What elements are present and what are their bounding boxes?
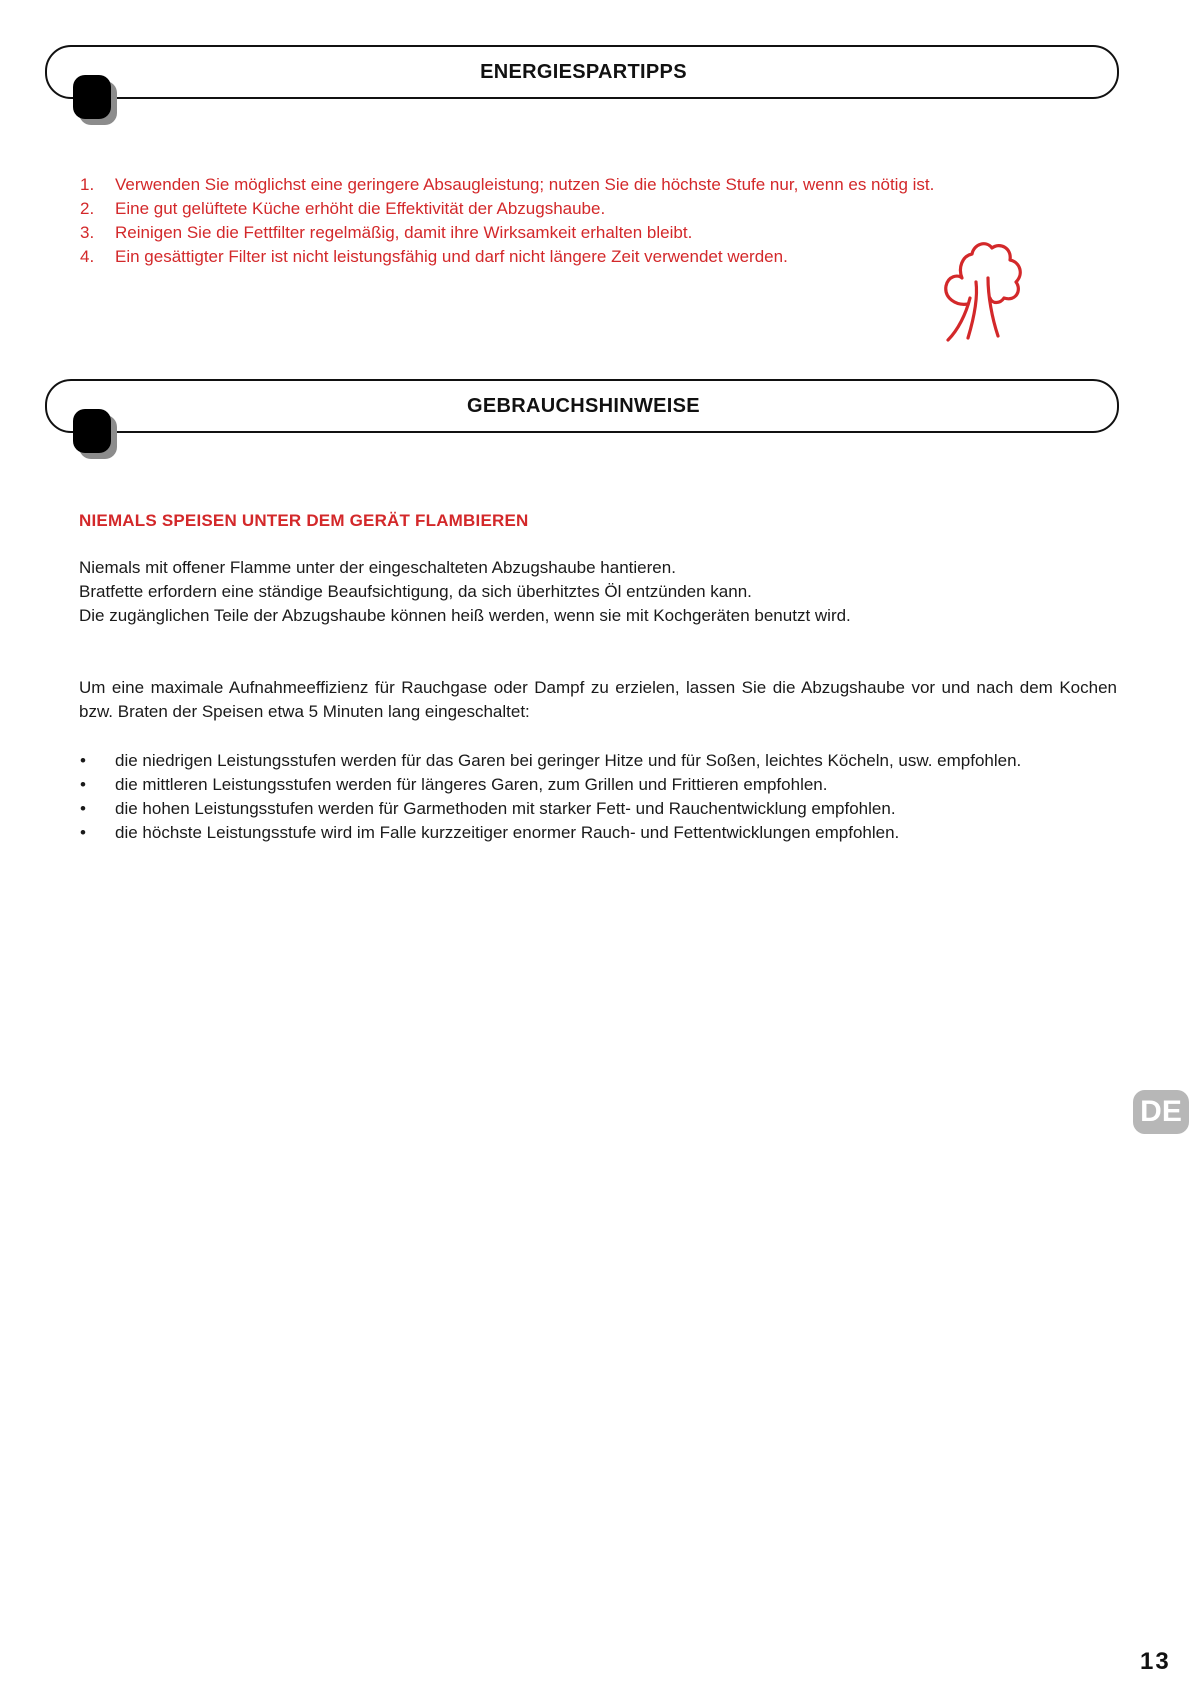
list-item: 2. Eine gut gelüftete Küche erhöht die Effektivität der Abzugshaube.: [80, 199, 606, 218]
header-bullet-icon: [73, 75, 117, 123]
warning-heading: NIEMALS SPEISEN UNTER DEM GERÄT FLAMBIEREN: [79, 511, 529, 530]
list-item: • die mittleren Leistungsstufen werden für längeres Garen, zum Grillen und Frittieren empfohlen.: [80, 773, 1021, 797]
bullet-icon: •: [80, 751, 86, 770]
flame-warning-paragraph: [79, 556, 1119, 628]
list-item: • die niedrigen Leistungsstufen werden für das Garen bei geringer Hitze und für Soßen, leichtes Köcheln, usw. empfohlen.: [80, 749, 1021, 773]
page-number: 13: [1140, 1648, 1171, 1675]
bullet-icon: •: [80, 823, 86, 842]
warning-line: Die zugänglichen Teile der Abzugshaube können heiß werden, wenn sie mit Kochgeräten benutzt wird.: [79, 606, 851, 625]
warning-line: Bratfette erfordern eine ständige Beaufsichtigung, da sich überhitztes Öl entzünden kann.: [79, 582, 752, 601]
energy-section-header: [45, 45, 1122, 97]
list-item: 1. Verwenden Sie möglichst eine geringere Absaugleistung; nutzen Sie die höchste Stufe nur, wenn es nötig ist.: [80, 175, 935, 194]
usage-section-header: [45, 379, 1122, 431]
list-item: • die höchste Leistungsstufe wird im Falle kurzzeitiger enormer Rauch- und Fettentwicklungen empfohlen.: [80, 821, 1021, 845]
tree-icon: [940, 238, 1026, 342]
warning-line: Niemals mit offener Flamme unter der eingeschalteten Abzugshaube hantieren.: [79, 558, 676, 577]
bullet-icon: •: [80, 799, 86, 818]
section-title: ENERGIESPARTIPPS: [480, 61, 687, 83]
bullet-icon: •: [80, 775, 86, 794]
energy-tips-list: [80, 173, 934, 269]
power-levels-list: [80, 749, 1021, 845]
section-title: GEBRAUCHSHINWEISE: [467, 395, 700, 417]
efficiency-paragraph: Um eine maximale Aufnahmeeffizienz für Rauchgase oder Dampf zu erzielen, lassen Sie die Abzugshaube vor und nach dem Kochen bzw. Braten der Speisen etwa 5 Minuten lang eingeschaltet:: [79, 678, 1117, 721]
header-bullet-icon: [73, 409, 117, 457]
language-badge: DE: [1133, 1090, 1189, 1134]
list-item: 3. Reinigen Sie die Fettfilter regelmäßig, damit ihre Wirksamkeit erhalten bleibt.: [80, 223, 693, 242]
list-item: 4. Ein gesättigter Filter ist nicht leistungsfähig und darf nicht längere Zeit verwendet werden.: [80, 247, 788, 266]
list-item: • die hohen Leistungsstufen werden für Garmethoden mit starker Fett- und Rauchentwicklung empfohlen.: [80, 797, 1021, 821]
